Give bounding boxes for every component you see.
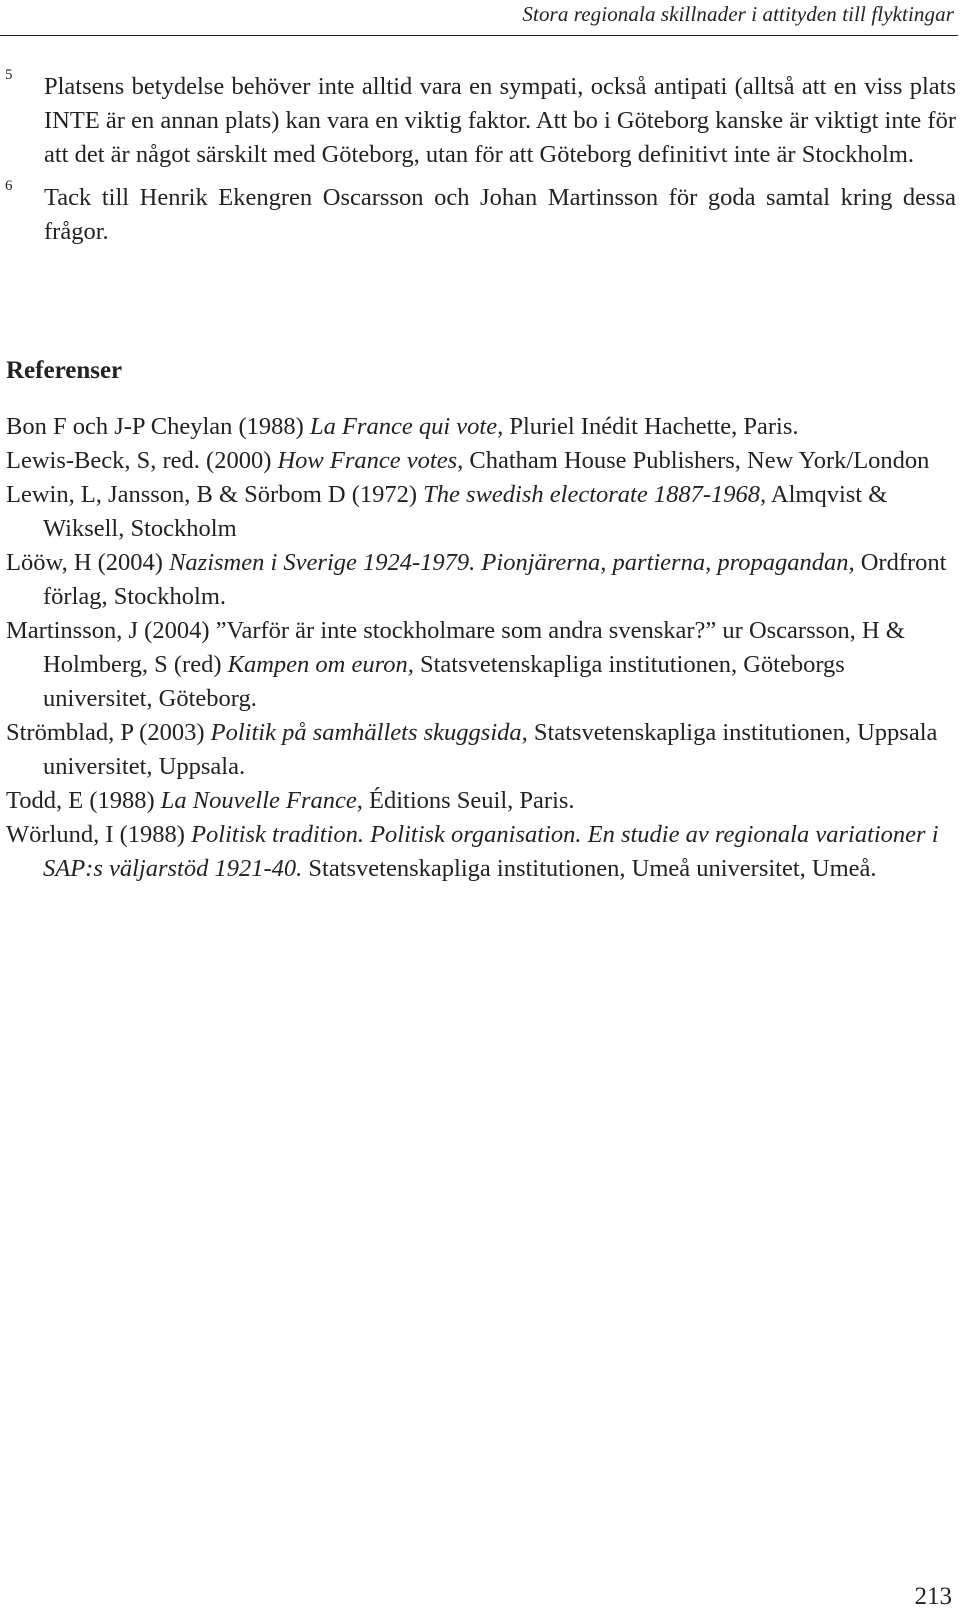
reference-item [6,478,956,546]
running-title: Stora regionala skillnader i attityden till flyktingar [522,2,954,26]
reference-authors: Strömblad, P (2003) [6,719,211,746]
reference-title: The swedish electorate 1887-1968, [423,481,767,508]
reference-title: Nazismen i Sverige 1924-1979. Pionjärerna, partierna, propagandan, [169,549,855,576]
reference-item [6,410,956,444]
reference-item [6,818,956,886]
reference-authors: Lewis-Beck, S, red. (2000) [6,447,278,474]
reference-authors: Lewin, L, Jansson, B & Sörbom D (1972) [6,481,424,508]
footnote-text: Platsens betydelse behöver inte alltid vara en sympati, också antipati (alltså att en viss plats INTE är en annan plats) kan vara en viktig faktor. Att bo i Göteborg kanske är viktigt inte för att det är något särskilt med Göteborg, utan för att Göteborg definitivt inte är Stockholm. [44,73,956,168]
footnote-number: 6 [5,178,13,194]
page-number: 213 [914,1583,952,1610]
reference-publisher: Ordfront förlag, Stockholm. [43,549,947,610]
reference-publisher: Éditions Seuil, Paris. [362,787,575,814]
footnote-text: Tack till Henrik Ekengren Oscarsson och Johan Martinsson för goda samtal kring dessa frågor. [44,184,956,245]
reference-publisher: Statsvetenskapliga institutionen, Uppsala universitet, Uppsala. [43,719,938,780]
reference-publisher: Statsvetenskapliga institutionen, Göteborgs universitet, Göteborg. [43,651,845,712]
reference-authors: Wörlund, I (1988) [6,821,192,848]
reference-item [6,716,956,784]
reference-publisher: Statsvetenskapliga institutionen, Umeå universitet, Umeå. [302,855,877,882]
footnote [0,67,956,172]
header-rule [0,35,958,36]
reference-title: Kampen om euron, [227,651,414,678]
reference-authors: Martinsson, J (2004) ”Varför är inte stockholmare som andra svenskar?” ur Oscarsson, H & Holmberg, S (red) [6,617,905,678]
reference-authors: Bon F och J-P Cheylan (1988) [6,413,310,440]
reference-authors: Lööw, H (2004) [6,549,170,576]
reference-item [6,444,956,478]
reference-item [6,546,956,614]
reference-publisher: Pluriel Inédit Hachette, Paris. [503,413,799,440]
reference-title: Politisk tradition. Politisk organisation. En studie av regionala variationer i SAP:s väljarstöd 1921-40. [43,821,939,882]
reference-title: Politik på samhällets skuggsida, [210,719,528,746]
reference-publisher: , Chatham House Publishers, New York/London [457,447,930,474]
reference-item [6,784,956,818]
footnote-number: 5 [5,67,13,83]
reference-list [6,410,956,886]
references-heading: Referenser [6,357,123,384]
reference-authors: Todd, E (1988) [6,787,161,814]
reference-publisher: Almqvist & Wiksell, Stockholm [43,481,888,542]
reference-title: La Nouvelle France, [160,787,363,814]
reference-item [6,614,956,716]
footnote [0,178,956,249]
reference-title: La France qui vote, [309,413,504,440]
reference-title: How France votes [277,447,458,474]
footnotes [0,67,956,258]
